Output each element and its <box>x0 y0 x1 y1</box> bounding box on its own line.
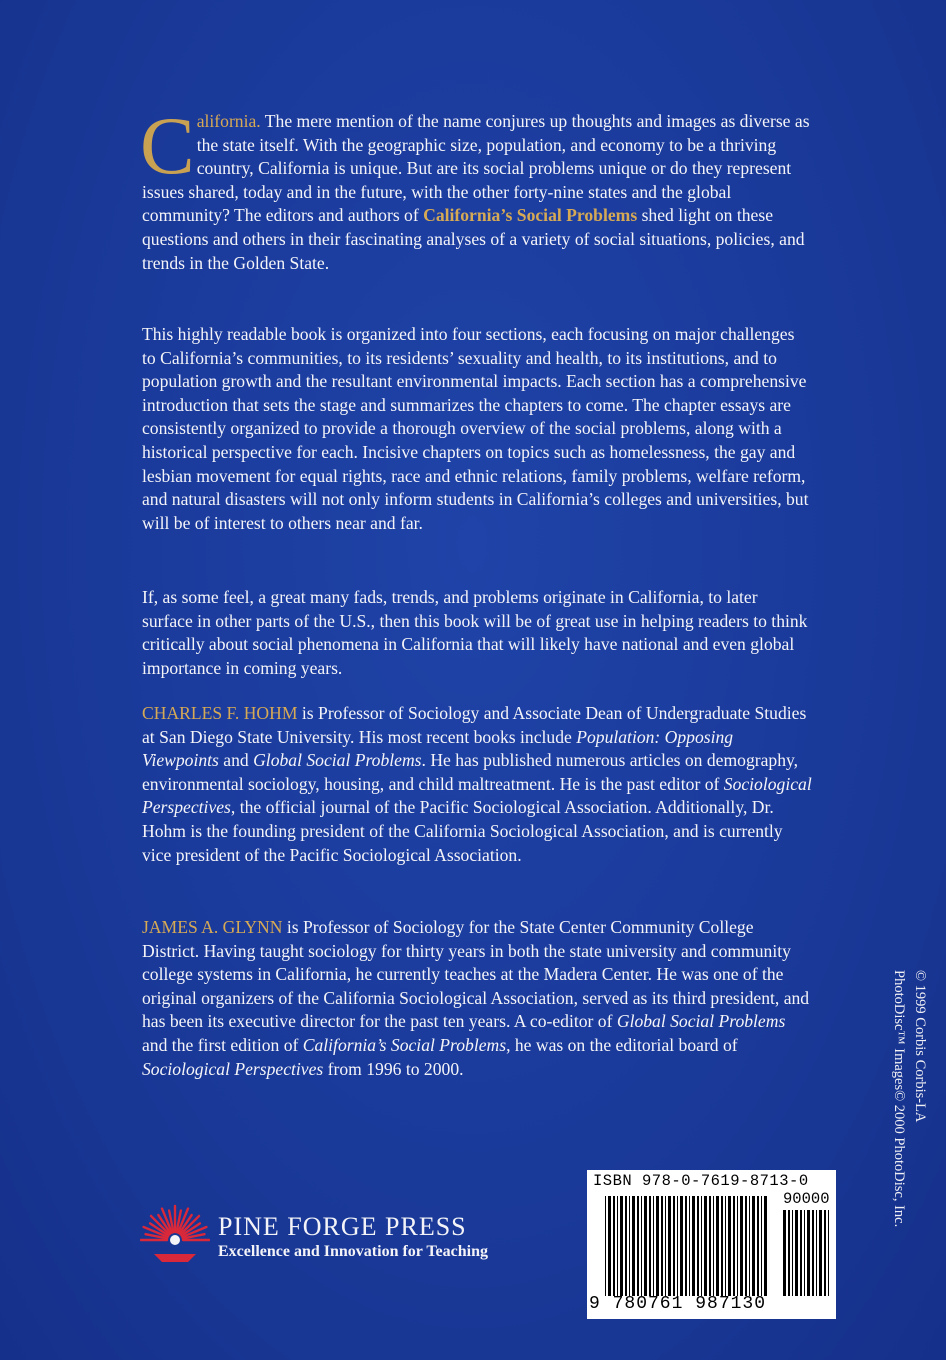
photo-credit-line-2: PhotoDisc™ Images© 2000 PhotoDisc, Inc. <box>891 970 907 1228</box>
addon-barcode-bars <box>783 1210 829 1296</box>
barcode <box>587 1170 836 1319</box>
drop-cap: C <box>140 100 195 191</box>
publisher-logo <box>140 1200 560 1270</box>
photo-credit-line-1: © 1999 Corbis Corbis-LA <box>912 970 928 1123</box>
closing-paragraph: If, as some feel, a great many fads, trends, and problems originate in California, to later surface in other parts of the U.S., then this book will be of great use in helping readers to think critically about social phenomena in California that will likely have national and even global importance in coming years. <box>142 587 808 678</box>
price-code: 90000 <box>783 1190 830 1208</box>
bio-text: is Professor of Sociology and Associate Dean of Undergraduate Studies at San Diego State University. His most recent books include <box>142 703 807 747</box>
starburst-logo-icon <box>140 1200 210 1264</box>
bio-text: , the official journal of the Pacific Sociological Association. Additionally, Dr. Hohm is the founding president of the California Sociological Association, and is currently vice president of the Pacific Sociological Association. <box>142 797 783 865</box>
book-title: California’s Social Problems <box>423 205 638 226</box>
bio-text: . He has published numerous articles on demography, environmental sociology, housing, and child maltreatment. He is the past editor of <box>142 750 799 794</box>
isbn-number: ISBN 978-0-7619-8713-0 <box>593 1172 809 1190</box>
book-reference: Population: Opposing Viewpoints <box>142 726 734 771</box>
journal-reference: Sociological Perspectives <box>142 1058 324 1079</box>
author-bio-glynn <box>142 916 812 1081</box>
bio-text: is Professor of Sociology for the State Center Community College District. Having taught sociology for thirty years in both the state university and community college systems in California, he currently teaches at the Madera Center. He was one of the original organizers of the California Sociological Association, served as its third president, and has been its executive director for the past ten years. A co-editor of <box>142 917 810 1032</box>
publisher-name: PINE FORGE PRESS <box>218 1212 467 1241</box>
author-bio-hohm <box>142 702 812 867</box>
intro-paragraph <box>140 100 812 275</box>
intro-text-a: The mere mention of the name conjures up thoughts and images as diverse as the state itself. With the geographic size, population, and economy to be a thriving country, California is unique. But are its social problems unique or do they represent issues shared, today and in the future, with the other forty-nine states and the global community? The editors and authors of <box>142 111 810 226</box>
bio-text: from 1996 to 2000. <box>323 1058 464 1079</box>
intro-text-b: shed light on these questions and others in their fascinating analyses of a variety of social situations, policies, and trends in the Golden State. <box>142 205 805 273</box>
bio-text: , he was on the editorial board of <box>506 1034 738 1055</box>
bio-text: and <box>218 750 254 771</box>
photo-credit <box>880 970 930 1270</box>
intro-lead: alifornia. <box>196 111 261 131</box>
ean-number: 9 780761 987130 <box>589 1294 767 1314</box>
organization-paragraph: This highly readable book is organized into four sections, each focusing on major challenges to California’s communities, to its residents’ sexuality and health, to its institutions, and to population growth and the resultant environmental impacts. Each section has a comprehensive introduction that sets the stage and summarizes the chapters to come. The chapter essays are consistently organized to provide a thorough overview of the social problems, along with a historical perspective for each. Incisive chapters on topics such as homelessness, the gay and lesbian movement for equal rights, race and ethnic relations, family problems, welfare reform, and natural disasters will not only inform students in California’s colleges and universities, but will be of interest to others near and far. <box>142 324 809 533</box>
book-reference: Global Social Problems <box>616 1011 786 1032</box>
book-reference: Global Social Problems <box>253 750 422 771</box>
book-reference: California’s Social Problems <box>302 1034 507 1055</box>
ean-barcode-bars <box>605 1196 767 1296</box>
author-name-glynn: JAMES A. GLYNN <box>142 917 283 937</box>
publisher-tagline: Excellence and Innovation for Teaching <box>218 1243 488 1260</box>
journal-reference: Sociological Perspectives <box>142 773 812 818</box>
bio-text: and the first edition of <box>142 1034 303 1055</box>
author-name-hohm: CHARLES F. HOHM <box>142 703 298 723</box>
